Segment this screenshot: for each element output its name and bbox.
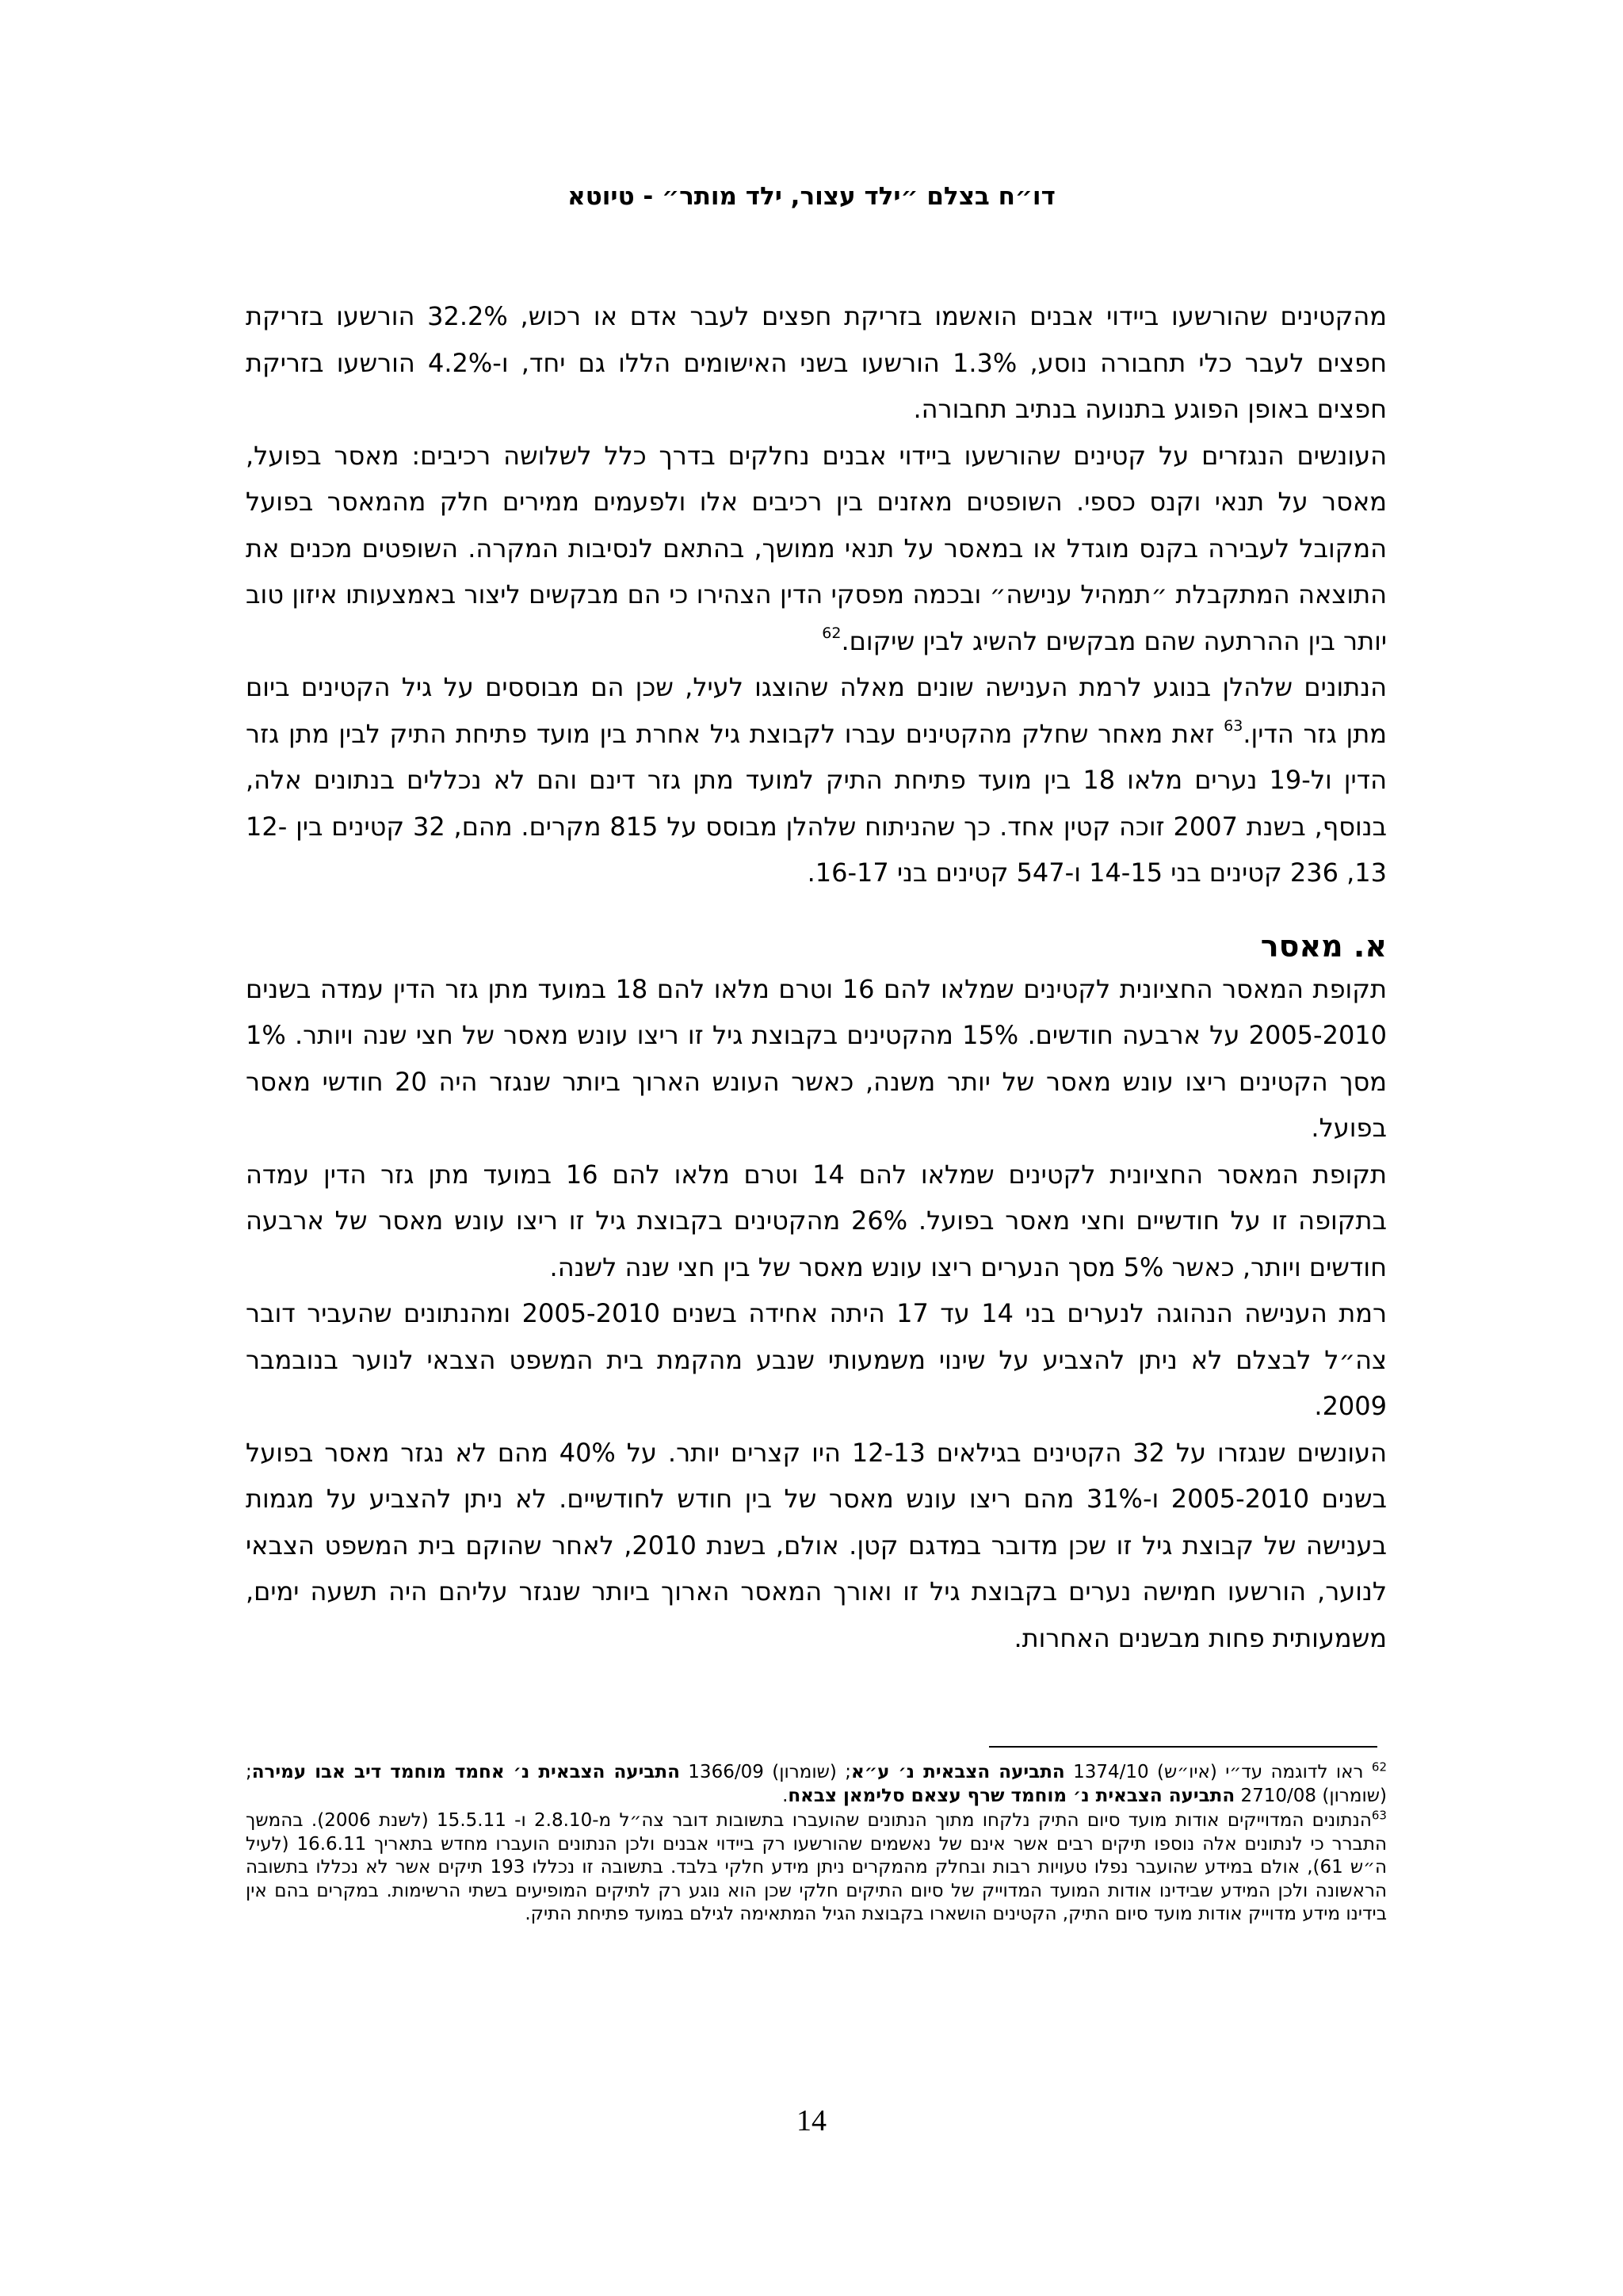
page-header: דו״ח בצלם ״ילד עצור, ילד מותר״ - טיוטא [567,182,1056,211]
footnote-number: 62 [1371,1759,1388,1775]
paragraph-stone-throwing-charges: מהקטינים שהורשעו ביידוי אבנים הואשמו בזריקת חפצים לעבר אדם או רכוש, 32.2% הורשעו בזריקת חפצים לעבר כלי תחבורה נוסע, 1.3% הורשעו בשני האישומים הללו גם יחד, ו-4.2% הורשעו בזריקת חפצים באופן הפוגע בתנועה בנתיב תחבורה. [246,301,1388,424]
footnote-text: ; (שומרון) 2710/08 [246,1762,1387,1806]
footnote-text: ראו לדוגמה עד״י (איו״ש) 1374/10 [1064,1762,1372,1782]
footnote-ref-62[interactable]: 62 [822,624,842,642]
paragraph-text: העונשים הנגזרים על קטינים שהורשעו ביידוי אבנים נחלקים בדרך כלל לשלושה רכיבים: מאסר בפועל, מאסר על תנאי וקנס כספי. השופטים מאזנים בין רכיבים אלו ולפעמים ממירים חלק מהמאסר בפועל המקובל לעבירה בקנס מוגדל או במאסר על תנאי ממושך, בהתאם לנסיבות המקרה. השופטים מכנים את התוצאה המתקבלת ״תמהיל ענישה״ ובכמה מפסקי הדין הצהירו כי הם מבקשים ליצור באמצעותו איזון טוב יותר בין ההרתעה שהם מבקשים להשיג לבין שיקום. [246,440,1387,656]
footnote-62 [246,1761,1387,1808]
paragraph-uniform-sentencing: רמת הענישה הנהוגה לנערים בני 14 עד 17 היתה אחידה בשנים 2005-2010 ומהנתונים שהעביר דובר צה״ל לבצלם לא ניתן להצביע על שינוי משמעותי שנבע מהקמת בית המשפט הצבאי לנוער בנובמבר 2009. [246,1298,1388,1421]
footnote-separator [989,1746,1377,1748]
paragraph-text: זאת מאחר שחלק מהקטינים עברו לקבוצת גיל אחרת בין מועד פתיחת התיק לבין מתן גזר הדין ול-19 נערים מלאו 18 בין מועד פתיחת התיק למועד מתן גזר דינם והם לא נכללים בנתונים אלה, בנוסף, בשנת 2007 זוכה קטין אחד. כך שהניתוח שלהלן מבוסס על 815 מקרים. מהם, 32 קטינים בין 12-13, 236 קטינים בני 14-15 ו-547 קטינים בני 16-17. [246,718,1388,888]
footnote-text: הנתונים המדוייקים אודות מועד סיום התיק נלקחו מתוך הנתונים שהועברו בתשובות דובר צה״ל מ-2.8.10 ו- 15.5.11 (לשנת 2006). בהמשך התברר כי לנתונים אלה נוספו תיקים רבים אשר אינם של נאשמים שהורשעו רק ביידוי אבנים ולכן הנתונים הועברו מחדש בתאריך 16.6.11 (לעיל ה״ש 61), אולם במידע שהועבר נפלו טעויות רבות ובחלק מהמקרים ניתן מידע חלקי בלבד. בתשובה זו נכללו 193 תיקים אשר לא נכללו בתשובה הראשונה ולכן המידע שבידינו אודות המועד המדוייק של סיום התיקים חלקי שכן הוא נוגע רק לתיקים המופיעים בשתי הרשימות. במקרים בהם אין בידינו מידע מדוייק אודות מועד סיום התיק, הקטינים הושארו בקבוצת הגיל המתאימה לגילם במועד פתיחת התיק. [246,1810,1387,1924]
case-name: התביעה הצבאית נ׳ אחמד מוחמד דיב אבו עמירה [251,1762,680,1782]
case-name: התביעה הצבאית נ׳ מוחמד שרף עצאם סלימאן צבאח [788,1785,1235,1806]
section-heading-imprisonment: א. מאסר [1260,928,1387,964]
footnotes [246,1761,1387,1928]
paragraph-ages-16-17: תקופת המאסר החציונית לקטינים שמלאו להם 16 וטרם מלאו להם 18 במועד מתן גזר הדין עמדה בשנים 2005-2010 על ארבעה חודשים. 15% מהקטינים בקבוצת גיל זו ריצו עונש מאסר של חצי שנה ויותר. 1% מסך הקטינים ריצו עונש מאסר של יותר משנה, כאשר העונש הארוך ביותר שנגזר היה 20 חודשי מאסר בפועל. [246,973,1388,1143]
paragraph-ages-12-13: העונשים שנגזרו על 32 הקטינים בגילאים 12-13 היו קצרים יותר. על 40% מהם לא נגזר מאסר בפועל בשנים 2005-2010 ו-31% מהם ריצו עונש מאסר של בין חודש לחודשיים. לא ניתן להצביע על מגמות בענישה של קבוצת גיל זו שכן מדובר במדגם קטן. אולם, בשנת 2010, לאחר שהוקם בית המשפט הצבאי לנוער, הורשעו חמישה נערים בקבוצת גיל זו ואורך המאסר הארוך ביותר שנגזר עליהם היה תשעה ימים, משמעותית פחות מבשנים האחרות. [246,1437,1388,1653]
paragraph-data-basis [246,664,1387,896]
footnote-text: . [782,1785,789,1806]
paragraph-ages-14-15: תקופת המאסר החציונית לקטינים שמלאו להם 14 וטרם מלאו להם 16 במועד מתן גזר הדין עמדה בתקופה זו על חודשיים וחצי מאסר בפועל. 26% מהקטינים בקבוצת גיל זו ריצו עונש מאסר של ארבעה חודשים ויותר, כאשר 5% מסך הנערים ריצו עונש מאסר של בין חצי שנה לשנה. [246,1159,1388,1282]
footnote-ref-63[interactable]: 63 [1224,716,1243,735]
paragraph-sentencing-components [246,433,1387,665]
footnote-number: 63 [1371,1808,1387,1823]
paragraph-text: הנתונים שלהלן בנוגע לרמת הענישה שונים מאלה שהוצגו לעיל, שכן הם מבוססים על גיל הקטינים ביום מתן גזר הדין. [246,672,1388,749]
footnote-63 [246,1809,1387,1927]
page-number: 14 [796,2104,827,2137]
body-text [246,293,1387,1661]
case-name: התביעה הצבאית נ׳ ע״א [851,1762,1065,1782]
footnote-text: ; (שומרון) 1366/09 [679,1762,851,1782]
